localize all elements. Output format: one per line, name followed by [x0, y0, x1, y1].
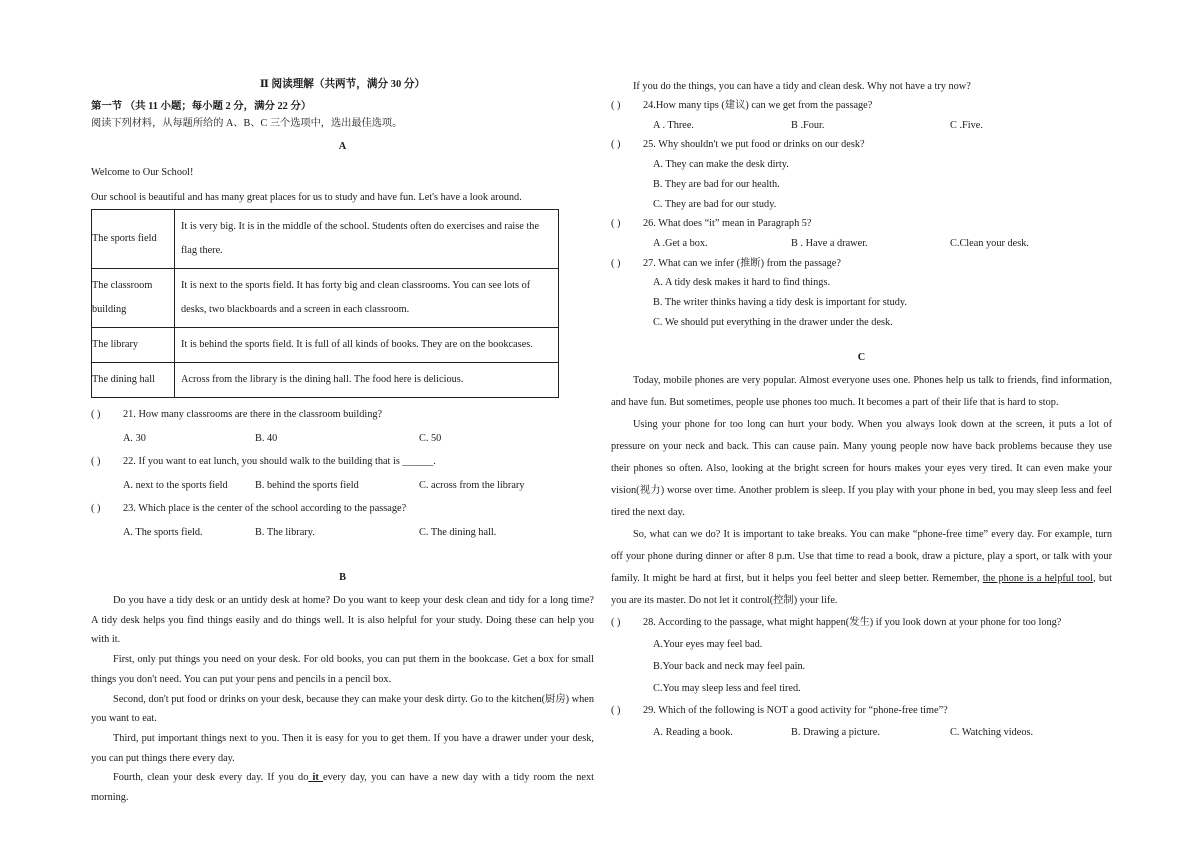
- part-one-heading: 第一节 （共 11 小题；每小题 2 分，满分 22 分）: [91, 101, 312, 112]
- option-c: C. We should put everything in the drawer under the desk.: [653, 316, 893, 328]
- question-23: [91, 497, 594, 544]
- option-a: A. Reading a book.: [653, 727, 733, 739]
- option-c: C. They are bad for our study.: [653, 198, 777, 210]
- passage-a-title: Welcome to Our School!: [91, 167, 194, 178]
- answer-blank[interactable]: ( ): [91, 456, 101, 467]
- passage-b-paragraph-5: [91, 768, 594, 807]
- paragraph-text: Fourth, clean your desk every day. If you do: [113, 772, 309, 784]
- table-cell-desc: It is behind the sports field. It is full of all kinds of books. They are on the bookcases.: [175, 328, 559, 363]
- passage-b-paragraph-3: Second, don't put food or drinks on your desk, because they can make your desk dirty. Go to the kitchen(厨房) when you want to eat.: [91, 693, 594, 725]
- answer-blank[interactable]: ( ): [611, 257, 621, 269]
- option-a: A. next to the sports field: [123, 479, 228, 491]
- answer-blank[interactable]: ( ): [91, 409, 101, 420]
- left-column: [91, 77, 594, 808]
- table-cell-place: The sports field: [92, 210, 175, 269]
- question-27: [611, 254, 1112, 333]
- option-c: C. across from the library: [419, 479, 525, 491]
- option-a: A. They can make the desk dirty.: [653, 159, 789, 171]
- passage-b-paragraph-6: If you do the things, you can have a tidy and clean desk. Why not have a try now?: [633, 81, 971, 92]
- option-b: B. The writer thinks having a tidy desk is important for study.: [653, 297, 907, 309]
- table-cell-desc: It is next to the sports field. It has forty big and clean classrooms. You can see lots of desks, two blackboards and a screen in each classroom.: [175, 269, 559, 328]
- passage-a-letter: A: [338, 141, 347, 152]
- option-c: C. Watching videos.: [950, 727, 1034, 739]
- underlined-phrase: the phone is a helpful tool: [982, 573, 1094, 585]
- option-b: B .Four.: [791, 119, 825, 131]
- option-b: B. The library.: [255, 526, 315, 538]
- option-a: A.Your eyes may feel bad.: [653, 639, 763, 651]
- passage-c-paragraph-2: Using your phone for too long can hurt your body. When you always look down at the screen, it puts a lot of pressure on your neck and back. This can cause pain. Many young people now have back problems because they use their phones so often. Also, looking at the bright screen for hours makes your eyes very tired. It can even make your vision(视力) worse over time. Another problem is sleep. If you play with your phone in bed, you may sleep less and feel tired the next day.: [611, 419, 1112, 519]
- option-c: C.Clean your desk.: [950, 237, 1029, 249]
- passage-b-paragraph-2: First, only put things you need on your desk. For old books, you can put them in the bookcase. Get a box for small things you don't need. You can put your pens and pencils in a pencil box.: [91, 654, 594, 685]
- option-a: A. 30: [123, 432, 146, 444]
- question-25: [611, 135, 1112, 214]
- option-c: C. 50: [419, 432, 442, 444]
- question-22: [91, 450, 594, 497]
- paragraph-text: , but you are its master. Do not let it control(控制) your life.: [611, 573, 1112, 607]
- answer-blank[interactable]: ( ): [611, 100, 621, 111]
- paragraph-text: So, what can we do? It is important to take breaks. You can make “phone-free time” every day. For example, turn off your phone during dinner or after 8 p.m. Use that time to read a book, draw a picture, play a sport, or talk with your family. It might be hard at first, but it helps you feel better and sleep better. Remember,: [611, 529, 1112, 585]
- passage-b-letter: B: [339, 572, 346, 583]
- passage-b-paragraph-4: Third, put important things next to you. Then it is easy for you to get them. If you have a drawer under your desk, you can put things there every day.: [91, 732, 594, 764]
- answer-blank[interactable]: ( ): [91, 503, 101, 514]
- table-row: [92, 210, 559, 269]
- table-cell-place: The library: [92, 328, 175, 363]
- question-29: [611, 700, 1112, 744]
- table-row: [92, 328, 559, 363]
- section-title: Ⅱ 阅读理解（共两节，满分 30 分）: [259, 79, 426, 90]
- school-places-table: [91, 209, 559, 398]
- option-a: A . Three.: [653, 119, 694, 131]
- option-b: B. Drawing a picture.: [791, 727, 880, 739]
- table-row: [92, 269, 559, 328]
- answer-blank[interactable]: ( ): [611, 617, 621, 629]
- table-cell-desc: Across from the library is the dining hall. The food here is delicious.: [175, 363, 559, 398]
- passage-c-letter: C: [857, 352, 866, 364]
- option-c: C.You may sleep less and feel tired.: [653, 683, 801, 695]
- question-21: [91, 403, 594, 450]
- question-stem: 24.How many tips (建议) can we get from the passage?: [643, 100, 873, 111]
- question-stem: 26. What does “it” mean in Paragraph 5?: [643, 218, 812, 230]
- option-a: A. A tidy desk makes it hard to find things.: [653, 277, 831, 289]
- answer-blank[interactable]: ( ): [611, 705, 621, 717]
- option-b: B . Have a drawer.: [791, 237, 868, 249]
- table-cell-place: The classroom building: [92, 269, 175, 328]
- table-cell-desc: It is very big. It is in the middle of the school. Students often do exercises and raise the flag there.: [175, 210, 559, 269]
- option-c: C. The dining hall.: [419, 526, 497, 538]
- passage-b-paragraph-1: Do you have a tidy desk or an untidy desk at home? Do you want to keep your desk clean and tidy for a long time? A tidy desk helps you find things easily and do things well. It is also helpful for your study. Doing these can help you with it.: [91, 595, 594, 646]
- option-a: A. The sports field.: [123, 526, 203, 538]
- answer-blank[interactable]: ( ): [611, 139, 621, 151]
- paragraph-text: every day, you can have a new day with a tidy room the next morning.: [91, 772, 594, 804]
- option-a: A .Get a box.: [653, 237, 708, 249]
- question-stem: 22. If you want to eat lunch, you should walk to the building that is ______.: [123, 456, 436, 467]
- question-28: [611, 612, 1112, 700]
- option-b: B.Your back and neck may feel pain.: [653, 661, 806, 673]
- question-stem: 29. Which of the following is NOT a good activity for “phone-free time”?: [643, 705, 948, 717]
- question-stem: 28. According to the passage, what might happen(发生) if you look down at your phone for too long?: [643, 617, 1062, 629]
- option-b: B. They are bad for our health.: [653, 178, 780, 190]
- right-column: [611, 78, 1112, 744]
- option-b: B. 40: [255, 432, 278, 444]
- passage-a-intro: Our school is beautiful and has many great places for us to study and have fun. Let's have a look around.: [91, 192, 522, 203]
- question-26: [611, 214, 1112, 253]
- option-b: B. behind the sports field: [255, 479, 359, 491]
- question-stem: 27. What can we infer (推断) from the passage?: [643, 257, 841, 269]
- answer-blank[interactable]: ( ): [611, 218, 621, 230]
- passage-c-paragraph-1: Today, mobile phones are very popular. Almost everyone uses one. Phones help us talk to friends, find information, and have fun. But sometimes, people use phones too much. It becomes a part of their life that is hard to stop.: [611, 375, 1112, 409]
- question-stem: 21. How many classrooms are there in the classroom building?: [123, 409, 383, 420]
- underlined-word-it: it: [308, 772, 324, 784]
- table-row: [92, 363, 559, 398]
- instructions: 阅读下列材料，从每题所给的 A、B、C 三个选项中，选出最佳选项。: [91, 118, 403, 129]
- table-cell-place: The dining hall: [92, 363, 175, 398]
- passage-c-paragraph-3: [611, 524, 1112, 612]
- question-stem: 23. Which place is the center of the school according to the passage?: [123, 503, 407, 514]
- question-24: [611, 96, 1112, 135]
- option-c: C .Five.: [950, 119, 983, 131]
- question-stem: 25. Why shouldn't we put food or drinks on our desk?: [643, 139, 865, 151]
